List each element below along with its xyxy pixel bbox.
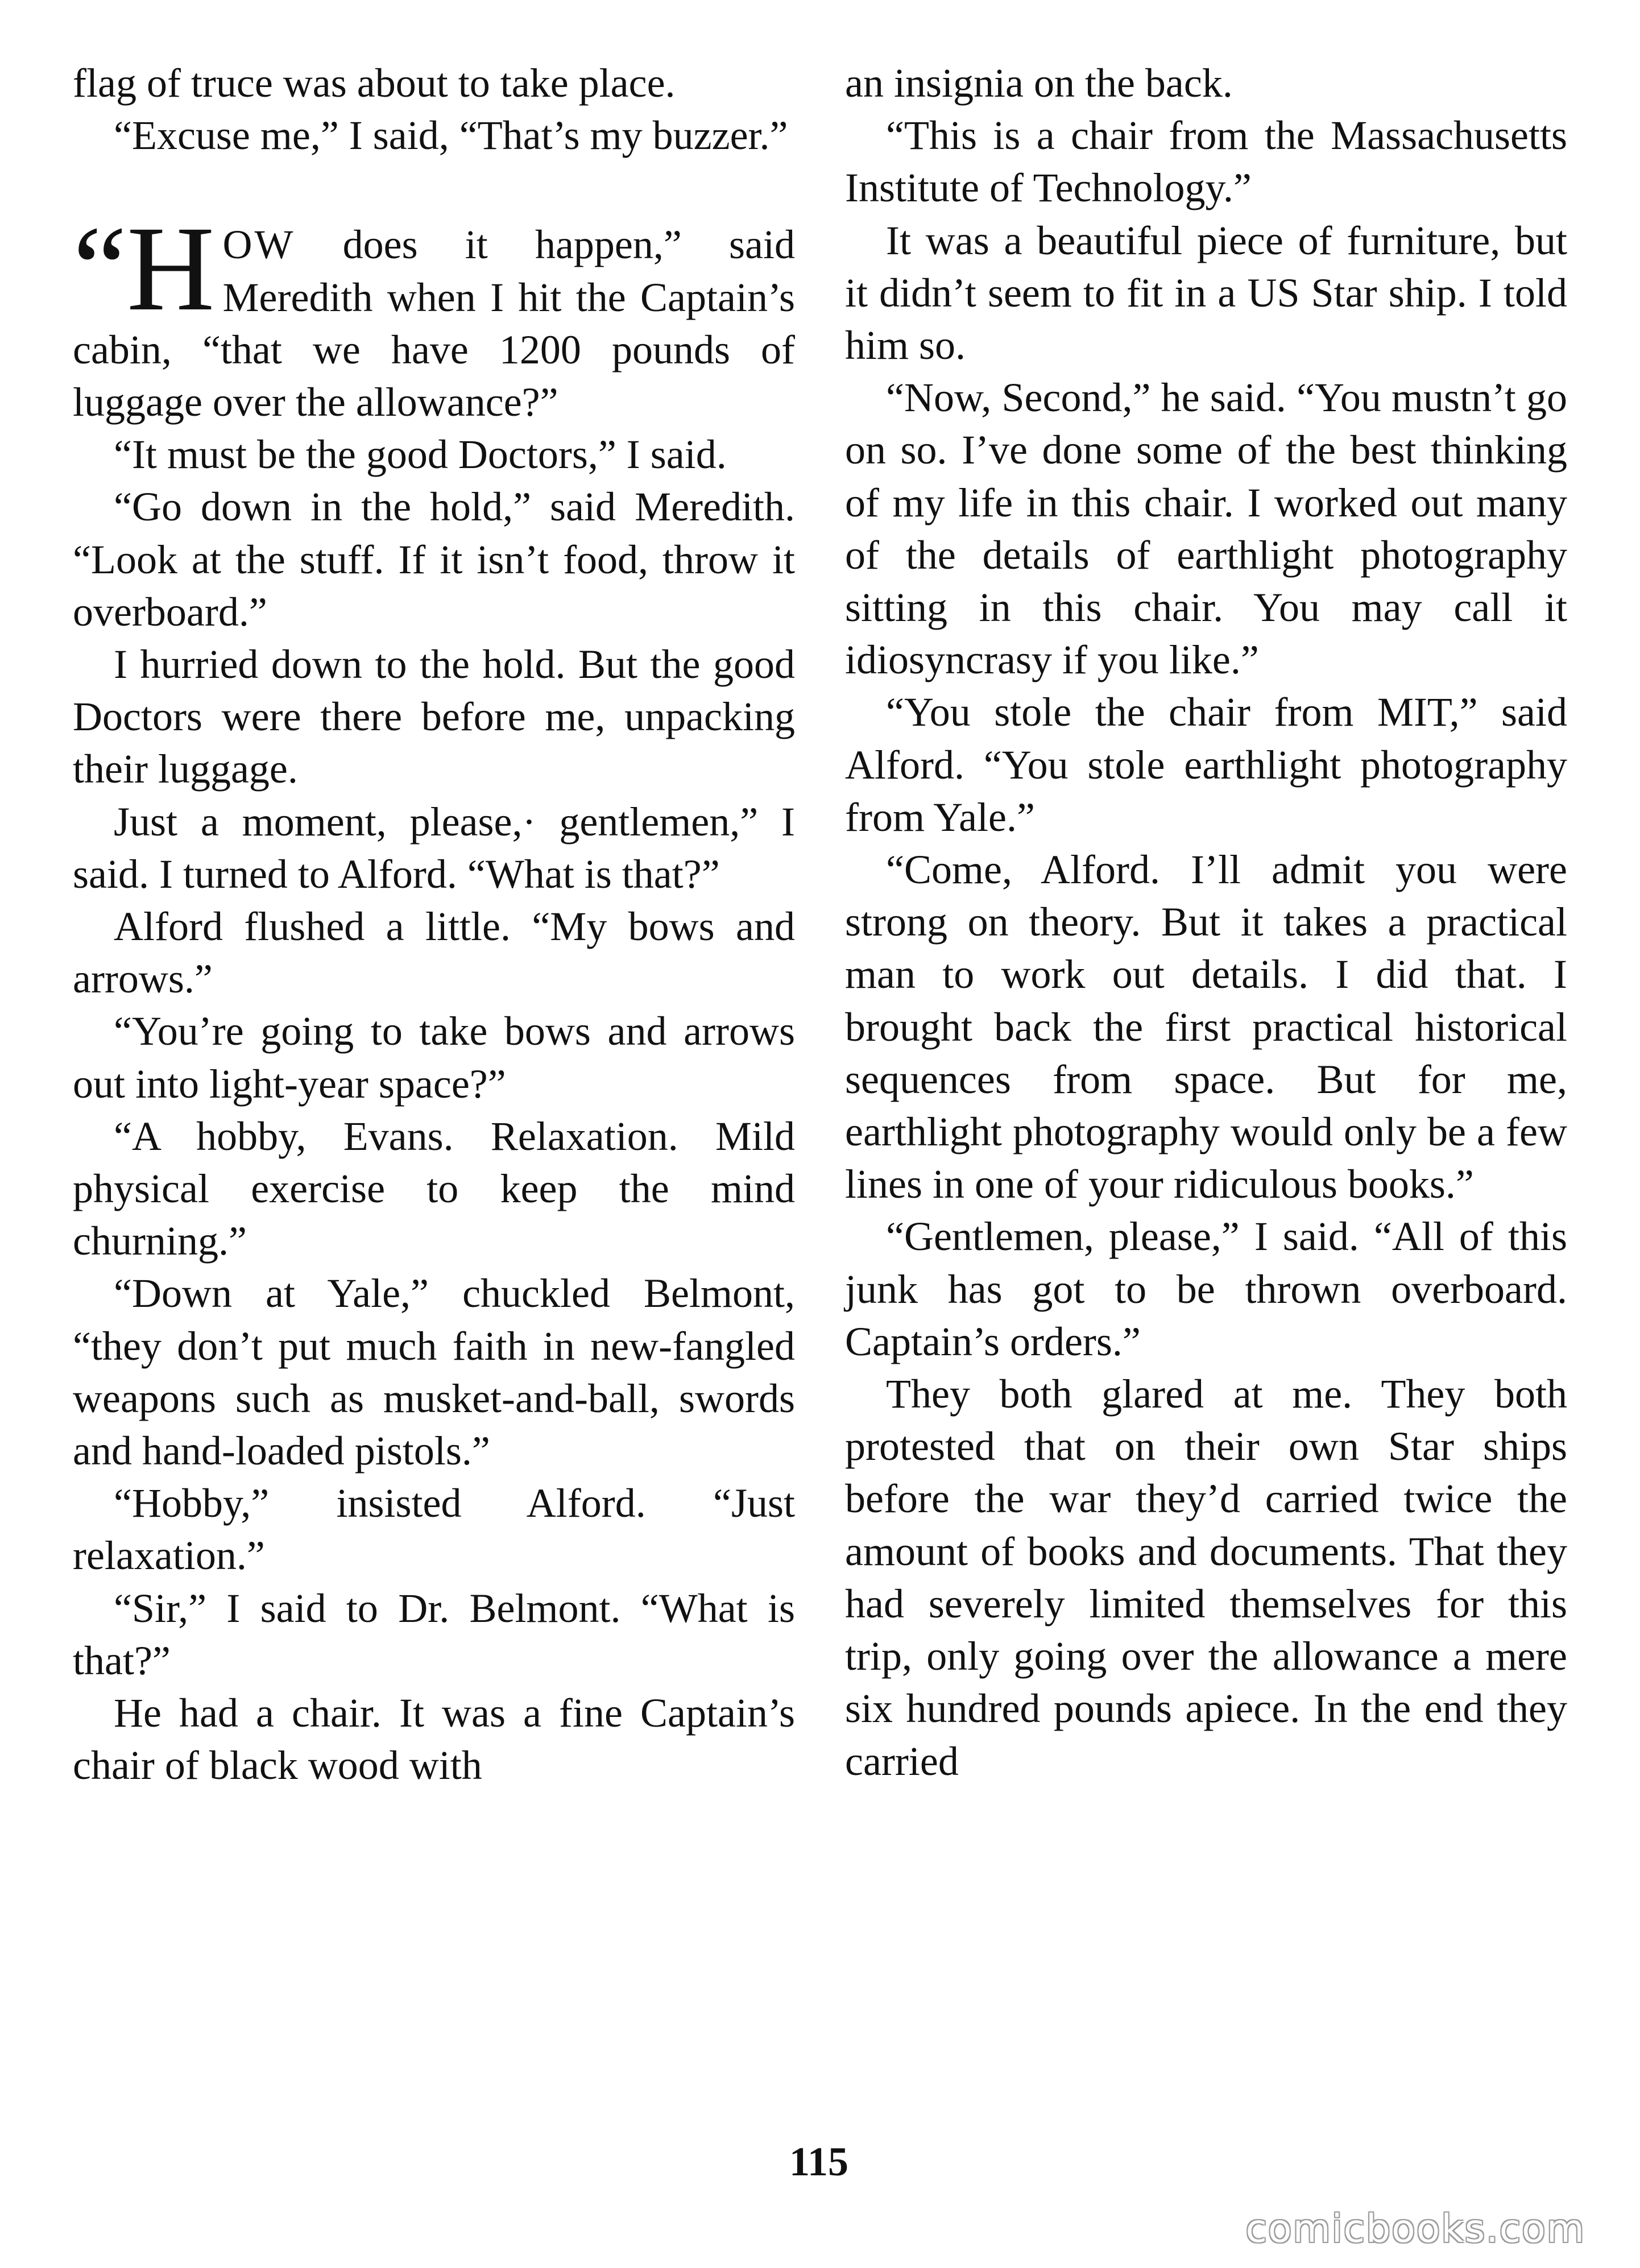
left-text-column bbox=[73, 57, 795, 2127]
paragraph: “You stole the chair from MIT,” said Alford. “You stole earthlight photography from Yale.” bbox=[845, 689, 1567, 840]
paragraph: Just a moment, please,· gentlemen,” I said. I turned to Alford. “What is that?” bbox=[73, 798, 795, 897]
paragraph: Alford flushed a little. “My bows and arrows.” bbox=[73, 904, 795, 1002]
paragraph: “Sir,” I said to Dr. Belmont. “What is that?” bbox=[73, 1585, 795, 1683]
paragraph: “Down at Yale,” chuckled Belmont, “they don’t put much faith in new-fangled weapons such as musket-and-ball, swords and hand-loaded pistols.” bbox=[73, 1270, 795, 1474]
page-number: 115 bbox=[789, 2139, 849, 2184]
paragraph: “You’re going to take bows and arrows out into light-year space?” bbox=[73, 1008, 795, 1107]
paragraph: I hurried down to the hold. But the good Doctors were there before me, unpacking their luggage. bbox=[73, 642, 795, 792]
paragraph: an insignia on the back. bbox=[845, 60, 1233, 106]
paragraph: They both glared at me. They both protested that on their own Star ships before the war they’d carried twice the amount of books and documents. That they had severely limited themselves for this trip, only going over the allowance a mere six hundred pounds apiece. In the end they carried bbox=[845, 1371, 1567, 1784]
drop-cap bbox=[73, 201, 215, 337]
paragraph: “Gentlemen, please,” I said. “All of this junk has got to be thrown overboard. Captain’s orders.” bbox=[845, 1214, 1567, 1364]
paragraph: flag of truce was about to take place. bbox=[73, 60, 676, 106]
paragraph: It was a beautiful piece of furniture, but it didn’t seem to fit in a US Star ship. I told him so. bbox=[845, 217, 1567, 369]
paragraph-text: does it happen,” said Meredith when I hit the Captain’s cabin, “that we have 1200 pounds of luggage over the allowance?” bbox=[73, 222, 795, 425]
small-caps-lead: OW bbox=[222, 222, 296, 268]
paragraph: “A hobby, Evans. Relaxation. Mild physical exercise to keep the mind churning.” bbox=[73, 1113, 795, 1264]
section-opening-paragraph bbox=[73, 201, 795, 428]
drop-cap-quote: “ bbox=[73, 201, 127, 337]
paragraph: “Hobby,” insisted Alford. “Just relaxation.” bbox=[73, 1480, 795, 1579]
paragraph: He had a chair. It was a fine Captain’s chair of black wood with bbox=[73, 1690, 795, 1789]
right-text-column bbox=[845, 57, 1567, 2127]
paragraph: “It must be the good Doctors,” I said. bbox=[114, 432, 727, 478]
paragraph: “Now, Second,” he said. “You mustn’t go on so. I’ve done some of the best thinking of my life in this chair. I worked out many of the details of earthlight photography sitting in this chair. You may call it idiosyncrasy if you like.” bbox=[845, 375, 1567, 683]
paragraph: “Come, Alford. I’ll admit you were strong on theory. But it takes a practical man to work out details. I did that. I brought back the first practical historical sequences from space. But for me, earthlight photography would only be a few lines in one of your ridiculous books.” bbox=[845, 847, 1567, 1207]
paragraph: “Excuse me,” I said, “That’s my buzzer.” bbox=[114, 113, 788, 159]
paragraph: “Go down in the hold,” said Meredith. “Look at the stuff. If it isn’t food, throw it overboard.” bbox=[73, 484, 795, 635]
paragraph: “This is a chair from the Massachusetts Institute of Technology.” bbox=[845, 113, 1567, 211]
drop-cap-letter: H bbox=[126, 201, 215, 337]
watermark: comicbooks.com bbox=[1245, 2207, 1585, 2252]
